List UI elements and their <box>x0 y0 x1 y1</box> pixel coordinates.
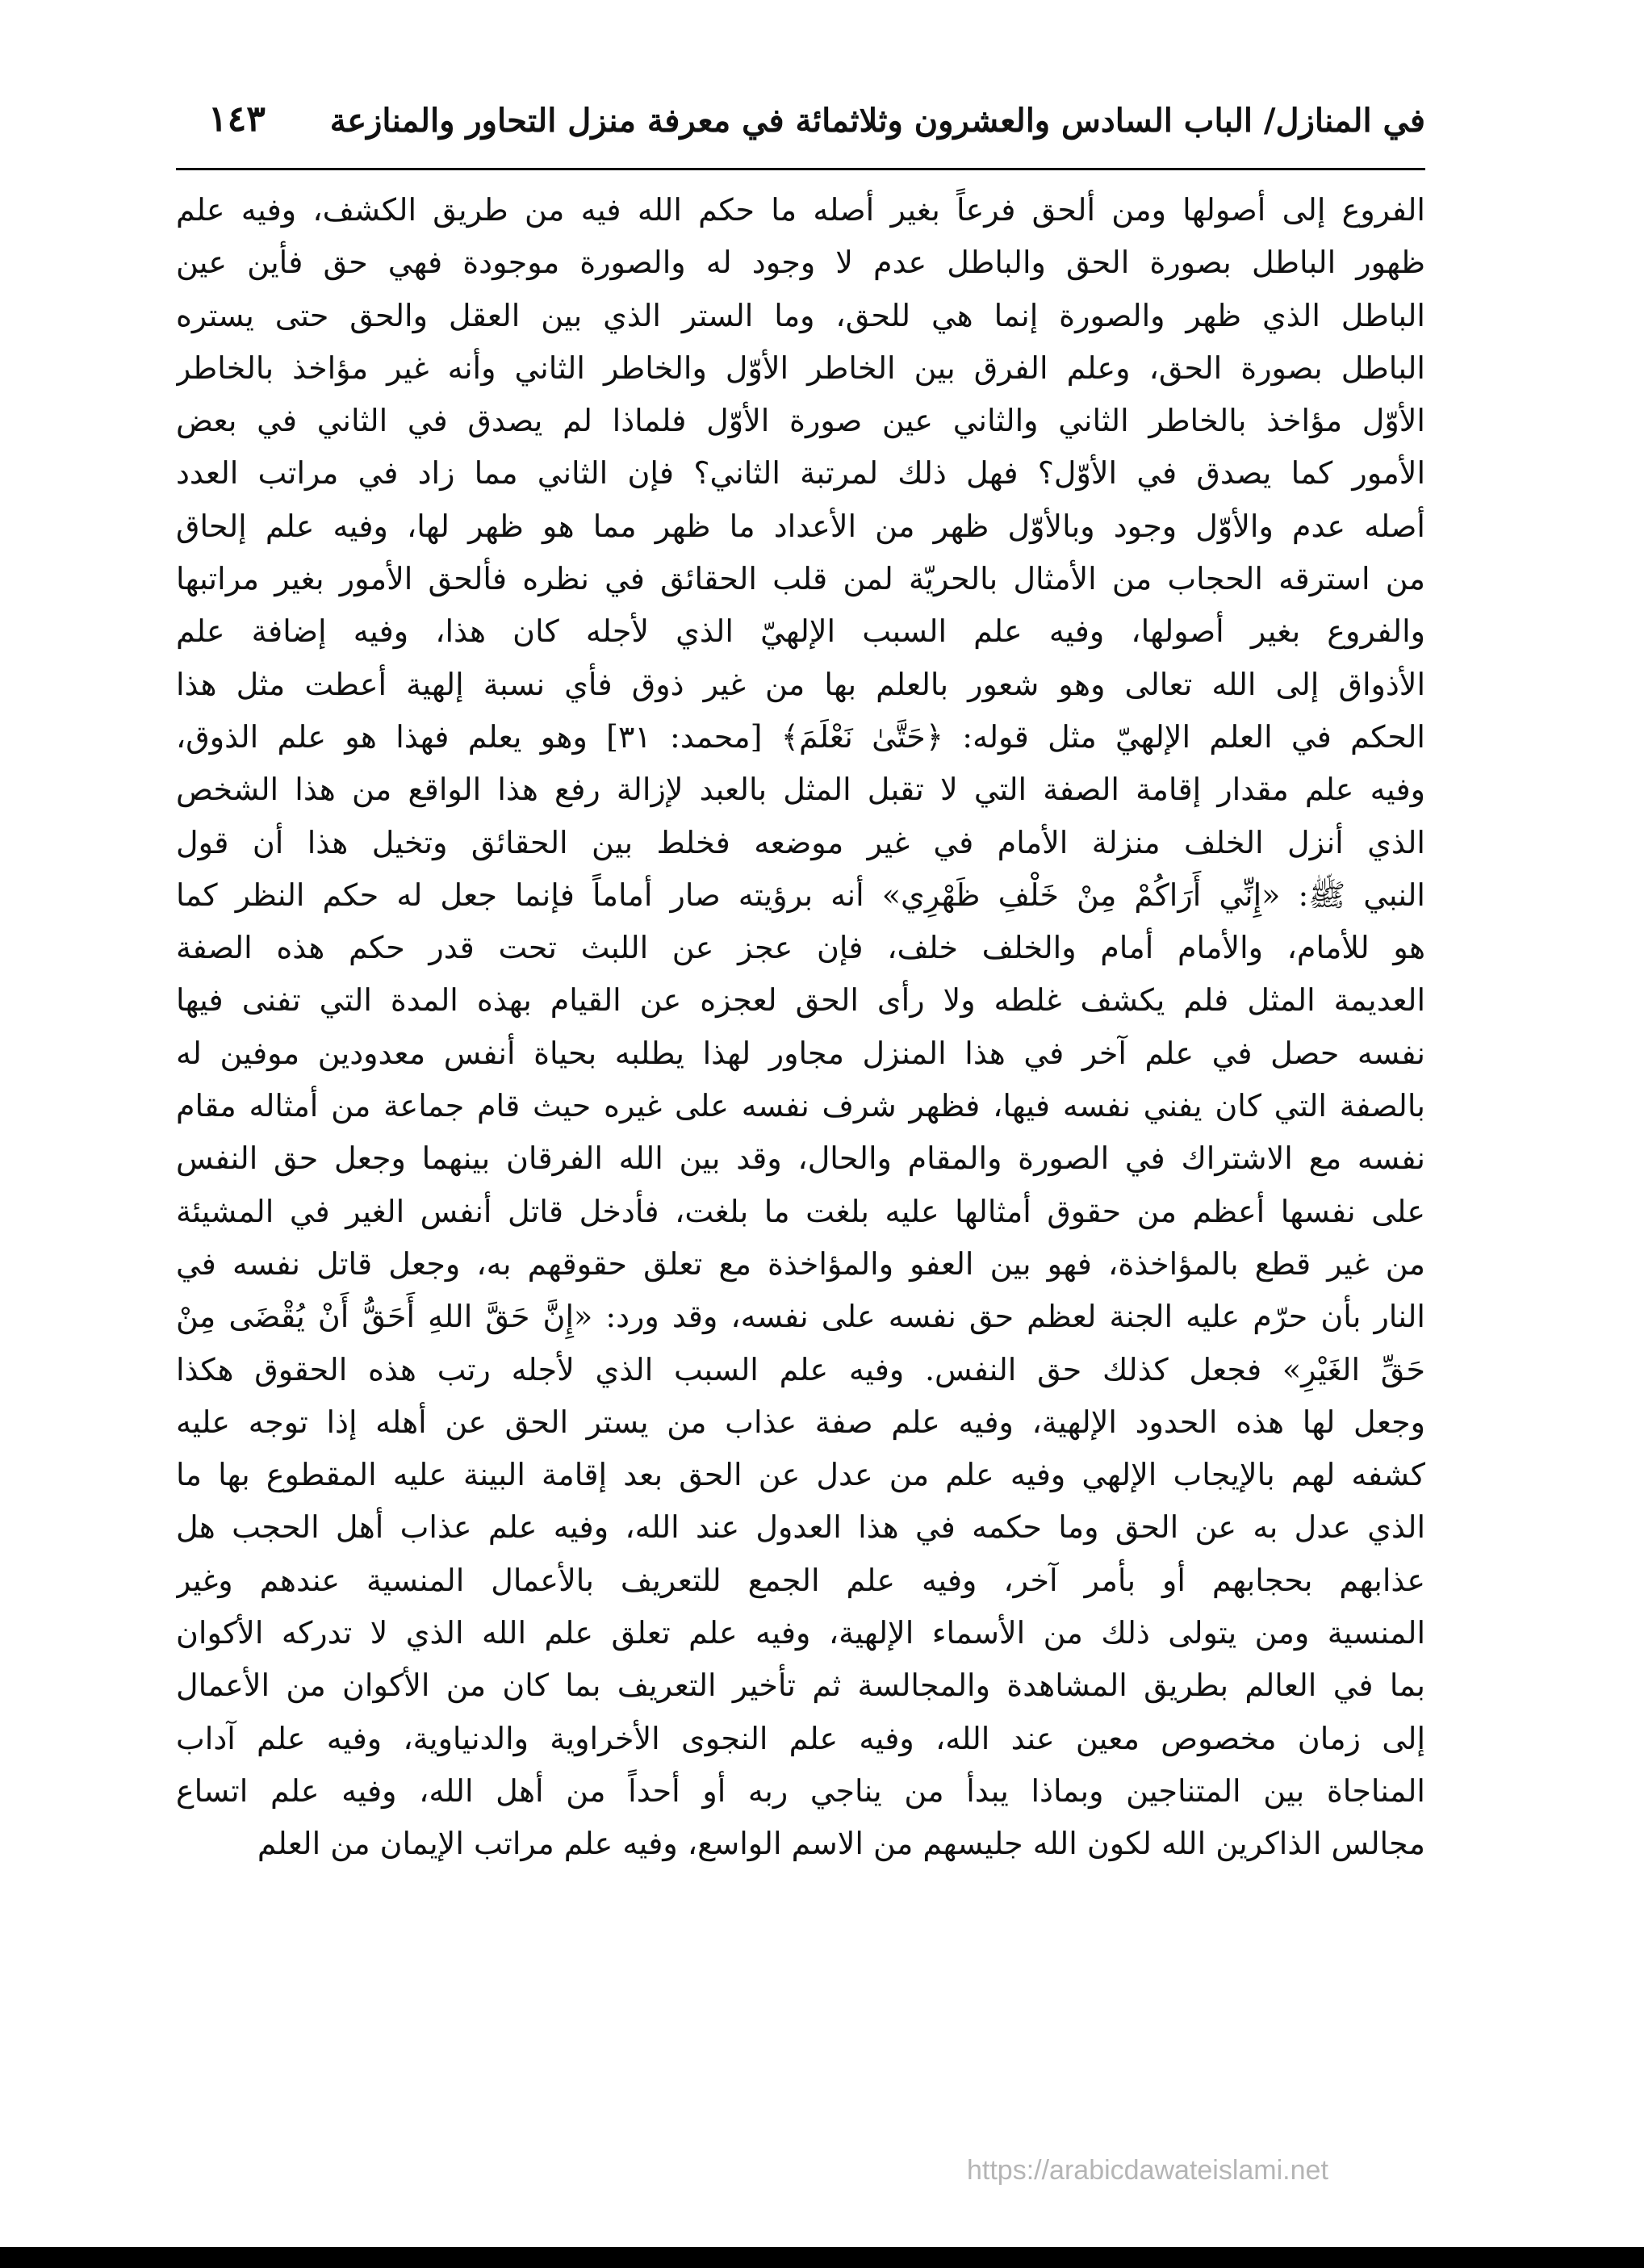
text-line: حَقِّ الغَيْرِ» فجعل كذلك حق النفس. وفيه علم السبب الذي لأجله رتب هذه الحقوق هكذا <box>176 1351 1425 1387</box>
text-line: وفيه علم مقدار إقامة الصفة التي لا تقبل المثل بالعبد لإزالة رفع هذا الواقع من هذا الشخص <box>176 772 1425 808</box>
text-line: والفروع بغير أصولها، وفيه علم السبب الإلهيّ الذي لأجله كان هذا، وفيه إضافة علم <box>176 613 1425 650</box>
page-number: ١٤٣ <box>208 98 266 140</box>
text-line: من غير قطع بالمؤاخذة، فهو بين العفو والمؤاخذة مع تعلق حقوقهم به، وجعل قاتل نفسه في <box>176 1245 1425 1282</box>
text-line: الباطل بصورة الحق، وعلم الفرق بين الخاطر الأوّل والخاطر الثاني وأنه غير مؤاخذ بالخاطر <box>176 349 1425 386</box>
text-line: المنسية ومن يتولى ذلك من الأسماء الإلهية، وفيه علم تعلق علم الله الذي لا تدركه الأكوان <box>176 1615 1425 1651</box>
text-line: المناجاة بين المتناجين وبماذا يبدأ من يناجي ربه أو أحداً من أهل الله، وفيه علم اتساع <box>176 1772 1425 1809</box>
text-line: إلى زمان مخصوص معين عند الله، وفيه علم النجوى الأخراوية والدنياوية، وفيه علم آداب <box>176 1720 1425 1756</box>
text-line: هو للأمام، والأمام أمام والخلف خلف، فإن عجز عن اللبث تحت قدر حكم هذه الصفة <box>176 930 1425 966</box>
text-line: العديمة المثل فلم يكشف غلطه ولا رأى الحق لعجزه عن القيام بهذه المدة التي تفنى فيها <box>176 982 1425 1019</box>
text-line: النار بأن حرّم عليه الجنة لعظم حق نفسه على نفسه، وقد ورد: «إِنَّ حَقَّ اللهِ أَحَقُّ أَنْ يُقْضَى مِنْ <box>176 1299 1425 1335</box>
header-divider <box>176 168 1425 170</box>
text-line: مجالس الذاكرين الله لكون الله جليسهم من الاسم الواسع، وفيه علم مراتب الإيمان من العلم <box>257 1826 1425 1862</box>
text-line: الفروع إلى أصولها ومن ألحق فرعاً بغير أصله ما حكم الله فيه من طريق الكشف، وفيه علم <box>176 192 1425 228</box>
text-line: الباطل الذي ظهر والصورة إنما هي للحق، وما الستر الذي بين العقل والحق حتى يستره <box>176 297 1425 333</box>
text-line: عذابهم بحجابهم أو بأمر آخر، وفيه علم الجمع للتعريف بالأعمال المنسية عندهم وغير <box>176 1562 1425 1598</box>
text-line: النبي ﷺ: «إِنِّي أَرَاكُمْ مِنْ خَلْفِ ظَهْرِي» أنه برؤيته صار أماماً فإنما جعل له حكم النظر كما <box>176 877 1425 913</box>
text-line: أصله عدم والأوّل وجود وبالأوّل ظهر من الأعداد ما ظهر مما هو ظهر لها، وفيه علم إلحاق <box>176 508 1425 544</box>
text-line: نفسه مع الاشتراك في الصورة والمقام والحال، وقد بين الله الفرقان بينهما وجعل حق النفس <box>176 1140 1425 1177</box>
text-line: من استرقه الحجاب من الأمثال بالحريّة لمن قلب الحقائق في نظره فألحق الأمور بغير مراتبها <box>176 561 1425 597</box>
text-line: الأذواق إلى الله تعالى وهو شعور بالعلم بها من غير ذوق فأي نسبة إلهية أعطت مثل هذا <box>176 666 1425 702</box>
text-line: الذي أنزل الخلف منزلة الأمام في غير موضعه فخلط بين الحقائق وتخيل هذا أن قول <box>176 824 1425 860</box>
text-line: على نفسها أعظم من حقوق أمثالها عليه بلغت ما بلغت، فأدخل قاتل أنفس الغير في المشيئة <box>176 1193 1425 1229</box>
scan-edge-bar <box>0 2247 1644 2268</box>
text-line: بالصفة التي كان يفني نفسه فيها، فظهر شرف نفسه على غيره حيث قام جماعة من أمثاله مقام <box>176 1088 1425 1124</box>
text-line: الأوّل مؤاخذ بالخاطر الثاني والثاني عين صورة الأوّل فلماذا لم يصدق في الثاني في بعض <box>176 403 1425 439</box>
running-title: في المنازل/ الباب السادس والعشرون وثلاثمائة في معرفة منزل التحاور والمنازعة <box>329 102 1425 140</box>
text-line: الأمور كما يصدق في الأوّل؟ فهل ذلك لمرتبة الثاني؟ فإن الثاني مما زاد في مراتب العدد <box>176 455 1425 492</box>
text-line: نفسه حصل في علم آخر في هذا المنزل مجاور لهذا يطلبه بحياة أنفس معدودين موفين له <box>176 1035 1425 1071</box>
watermark-url: https://arabicdawateislami.net <box>967 2155 1328 2186</box>
body-text <box>176 184 1425 1871</box>
text-line: كشفه لهم بالإيجاب الإلهي وفيه علم من عدل عن الحق بعد إقامة البينة عليه المقطوع بها ما <box>176 1457 1425 1493</box>
text-line: بما في العالم بطريق المشاهدة والمجالسة ثم تأخير التعريف بما كان من الأكوان من الأعمال <box>176 1668 1425 1704</box>
text-line: الذي عدل به عن الحق وما حكمه في هذا العدول عند الله، وفيه علم عذاب أهل الحجب هل <box>176 1509 1425 1546</box>
text-line: الحكم في العلم الإلهيّ مثل قوله: ﴿حَتَّىٰ نَعْلَمَ﴾ [محمد: ٣١] وهو يعلم فهذا هو علم الذوق، <box>176 718 1425 755</box>
page-header <box>176 95 1425 153</box>
text-line: ظهور الباطل بصورة الحق والباطل عدم لا وجود له والصورة موجودة فهي حق فأين عين <box>176 245 1425 281</box>
text-line: وجعل لها هذه الحدود الإلهية، وفيه علم صفة عذاب من يستر الحق عن أهله إذا توجه عليه <box>176 1404 1425 1440</box>
